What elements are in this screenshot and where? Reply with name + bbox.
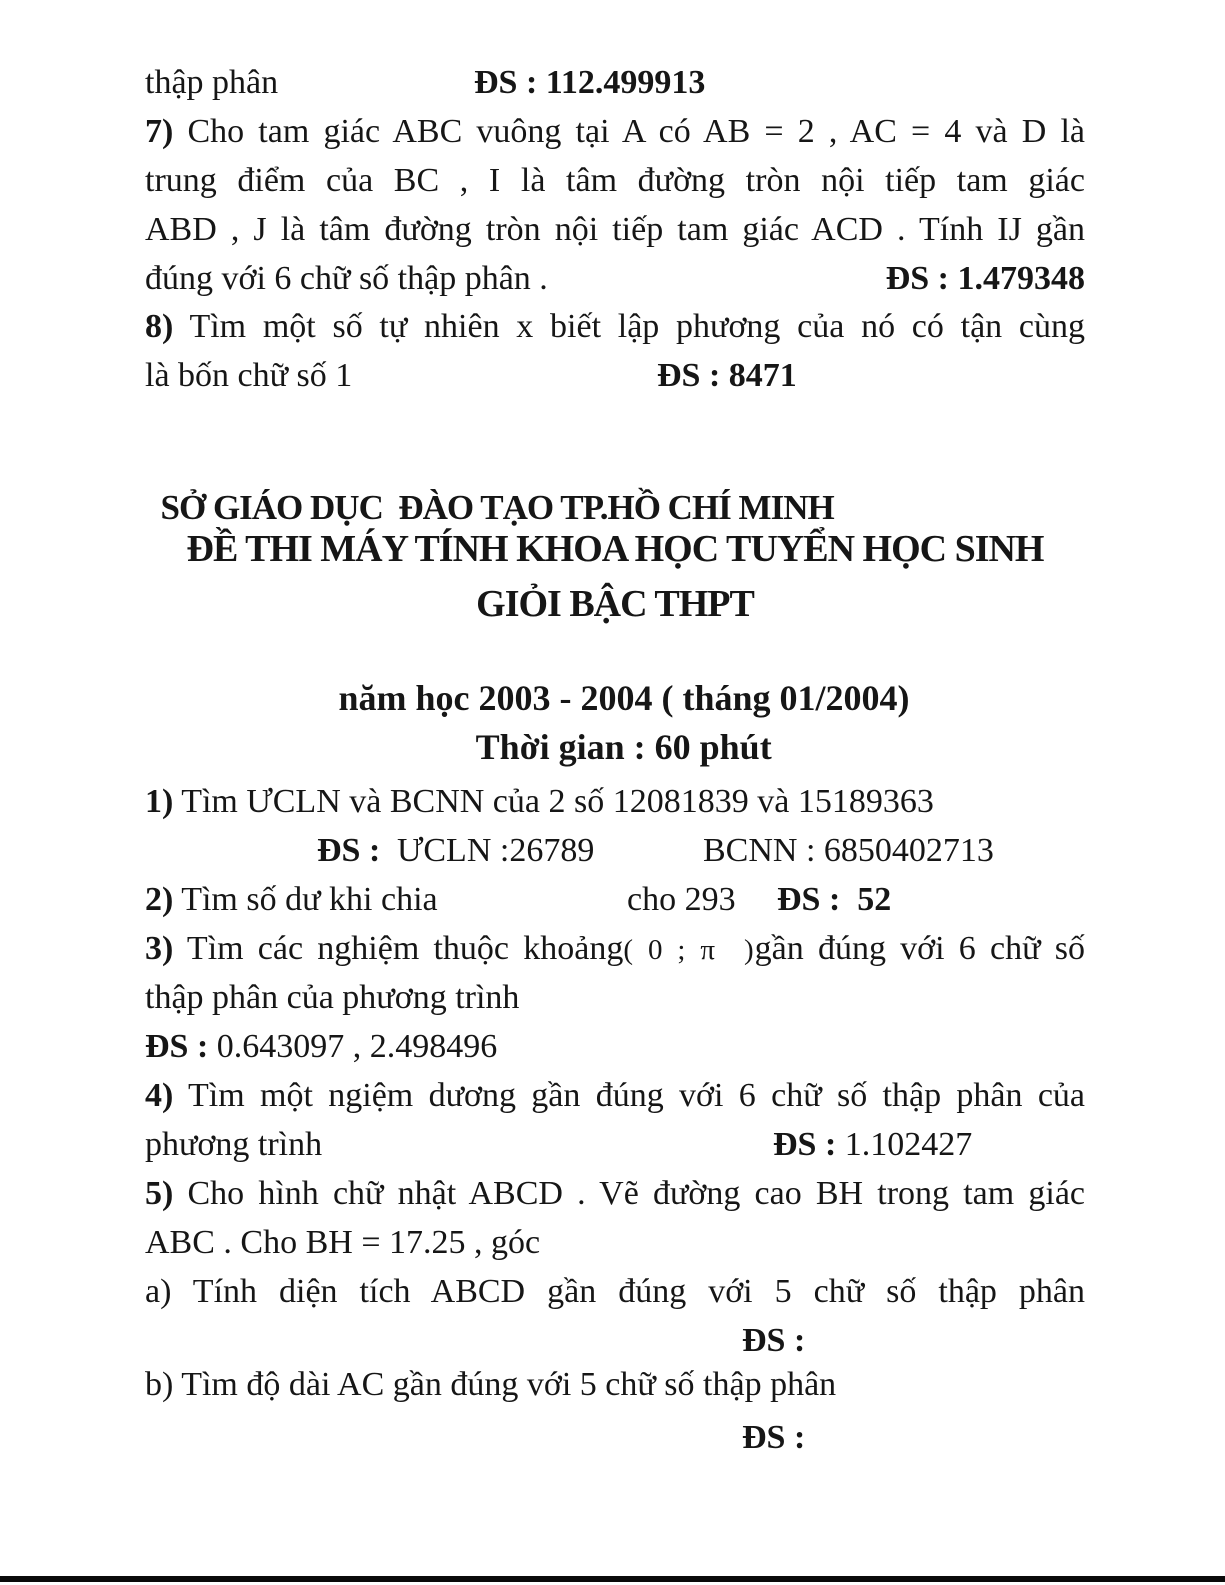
question-4-answer [773, 1124, 972, 1166]
question-8-answer: ĐS : 8471 [657, 357, 797, 394]
question-5-number: 5) [145, 1175, 174, 1212]
question-3-answer-label: ĐS : [145, 1028, 209, 1065]
question-8-number: 8) [145, 308, 174, 345]
question-2-divisor: cho 293 [627, 881, 736, 918]
question-4-number: 4) [145, 1077, 174, 1114]
question-8-line-1-text: Tìm một số tự nhiên x biết lập phương của nó có tận cùng [173, 308, 1085, 345]
question-7-line-1 [145, 111, 1085, 153]
question-8-line-2-text: là bốn chữ số 1 [145, 357, 353, 394]
page-bottom-edge-bar [0, 1576, 1225, 1582]
question-1-line-1-text: Tìm ƯCLN và BCNN của 2 số 12081839 và 15189363 [173, 783, 934, 820]
question-7-line-2 [145, 160, 1085, 202]
question-2-answer: ĐS : 52 [777, 881, 892, 918]
question-2-line [145, 879, 1085, 921]
question-3-line-2 [145, 977, 1085, 1019]
question-1-answer-ucln: ƯCLN :26789 [397, 832, 595, 869]
question-3-answer-line [145, 1026, 1085, 1068]
question-5-line-1 [145, 1173, 1085, 1215]
question-5-part-a-text: a) Tính diện tích ABCD gần đúng với 5 chữ số thập phân [145, 1273, 1085, 1310]
school-year-text: năm học 2003 - 2004 ( tháng 01/2004) [338, 678, 910, 718]
question-7-answer: ĐS : 1.479348 [885, 260, 1085, 297]
question-7-line-2-text: trung điểm của BC , I là tâm đường tròn nội tiếp tam giác [145, 162, 1085, 199]
tail-partial-text: thập phân [145, 64, 279, 101]
question-7-number: 7) [145, 113, 174, 150]
question-3-line-1 [145, 928, 1085, 971]
question-5-part-b-answer: ĐS : [742, 1419, 806, 1456]
question-4-line-2 [145, 1124, 1085, 1166]
question-1-answer-bcnn: BCNN : 6850402713 [703, 832, 994, 869]
exam-title-line-2 [145, 583, 1085, 625]
question-5-line-2-text: ABC . Cho BH = 17.25 , góc [145, 1224, 541, 1261]
exam-title-line-1-text: ĐỀ THI MÁY TÍNH KHOA HỌC TUYỂN HỌC SINH [186, 528, 1044, 570]
question-3-line-1-text: Tìm các nghiệm thuộc khoảng [173, 930, 624, 967]
question-7-line-4 [145, 258, 1085, 300]
question-4-line-1 [145, 1075, 1085, 1117]
question-5-line-2 [145, 1222, 1085, 1264]
question-3-answer-values: 0.643097 , 2.498496 [216, 1028, 498, 1065]
duration-text: Thời gian : 60 phút [475, 727, 772, 767]
question-7-line-4-text: đúng với 6 chữ số thập phân . [145, 260, 548, 297]
question-7-line-3-text: ABD , J là tâm đường tròn nội tiếp tam giác ACD . Tính IJ gần [145, 211, 1085, 248]
question-5-part-a [145, 1271, 1085, 1313]
question-5-part-b-text: b) Tìm độ dài AC gần đúng với 5 chữ số thập phân [145, 1366, 837, 1403]
question-3-interval: ( 0 ; π ) [623, 934, 755, 966]
question-4-line-1-text: Tìm một ngiệm dương gần đúng với 6 chữ số thập phân của [173, 1077, 1085, 1114]
duration-line [145, 684, 1085, 768]
question-7-line-1-text: Cho tam giác ABC vuông tại A có AB = 2 , AC = 4 và D là [173, 113, 1085, 150]
department-header [145, 445, 1085, 529]
question-5-part-a-answer: ĐS : [742, 1322, 806, 1359]
tail-partial-answer: ĐS : 112.499913 [474, 64, 706, 101]
question-8-line-1 [145, 306, 1085, 348]
question-2-text: Tìm số dư khi chia [173, 881, 438, 918]
question-1-number: 1) [145, 783, 174, 820]
question-1-line-1 [145, 781, 1085, 823]
question-5-part-b [145, 1364, 1085, 1406]
exam-title-line-1 [145, 528, 1085, 570]
question-4-answer-value: 1.102427 [844, 1126, 973, 1163]
question-1-answer-label: ĐS : [317, 832, 381, 869]
department-header-text: SỞ GIÁO DỤC ĐÀO TẠO TP.HỒ CHÍ MINH [160, 488, 834, 527]
tail-partial-line [145, 62, 1085, 104]
question-7-line-3 [145, 209, 1085, 251]
question-8-line-2 [145, 355, 1085, 397]
question-5-line-1-text: Cho hình chữ nhật ABCD . Vẽ đường cao BH trong tam giác [173, 1175, 1085, 1212]
question-2-number: 2) [145, 881, 174, 918]
question-3-line-1-tail: gần đúng với 6 chữ số [754, 930, 1085, 967]
question-3-number: 3) [145, 930, 174, 967]
exam-title-line-2-text: GIỎI BẬC THPT [476, 583, 754, 625]
question-3-line-2-text: thập phân của phương trình [145, 979, 520, 1016]
question-4-line-2-text: phương trình [145, 1126, 323, 1163]
question-4-answer-label: ĐS : [773, 1126, 837, 1163]
